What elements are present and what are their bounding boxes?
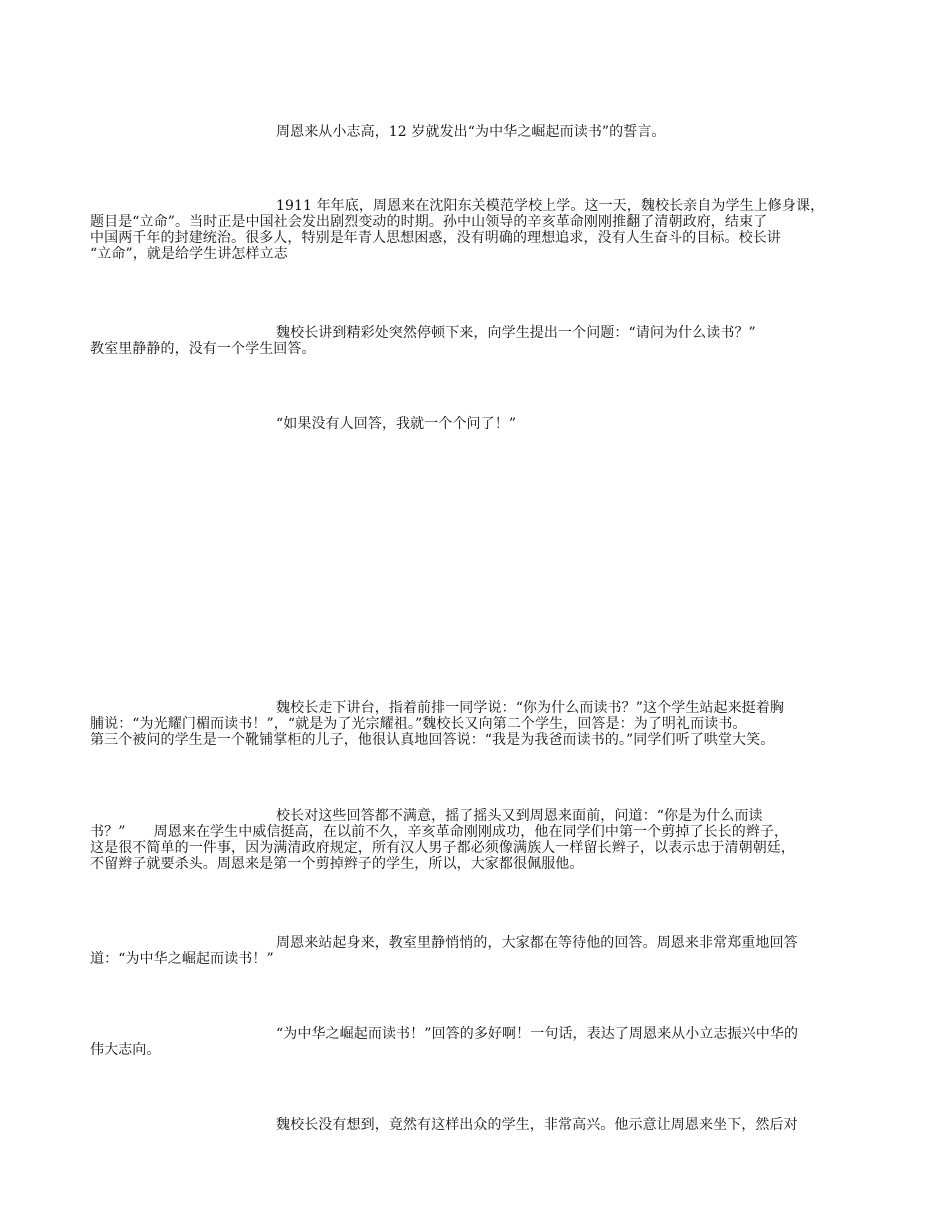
text-line: 脯说：“为光耀门楣而读书！”，“就是为了光宗耀祖。”魏校长又向第二个学生，回答是：为了明礼而读书。 bbox=[90, 716, 747, 732]
text-line: 校长对这些回答都不满意，摇了摇头又到周恩来面前，问道：“你是为什么而读 bbox=[276, 808, 763, 824]
text-line: 魏校长没有想到，竟然有这样出众的学生，非常高兴。他示意让周恩来坐下，然后对 bbox=[276, 1117, 798, 1133]
paragraph-question bbox=[90, 325, 865, 357]
text-line: 周恩来从小志高，12 岁就发出“为中华之崛起而读书”的誓言。 bbox=[276, 124, 666, 140]
text-line: “如果没有人回答，我就一个个问了！” bbox=[276, 416, 517, 432]
paragraph-ask-each bbox=[90, 416, 865, 432]
paragraph-students-answer bbox=[90, 700, 865, 748]
text-line: 教室里静静的，没有一个学生回答。 bbox=[90, 341, 316, 357]
paragraph-principal-pleased bbox=[90, 1117, 865, 1133]
text-line: 题目是“立命”。当时正是中国社会发出剧烈变动的时期。孙中山领导的辛亥革命刚刚推翻了清朝政府，结束了 bbox=[90, 214, 768, 230]
text-line: 书？” 周恩来在学生中威信挺高，在以前不久，辛亥革命刚刚成功，他在同学们中第一个剪掉了长长的辫子， bbox=[90, 824, 789, 840]
paragraph-ambition bbox=[90, 1026, 865, 1058]
text-line: 中国两千年的封建统治。很多人，特别是年青人思想困惑，没有明确的理想追求，没有人生奋斗的目标。校长讲 bbox=[90, 230, 781, 246]
text-line: “为中华之崛起而读书！”回答的多好啊！一句话，表达了周恩来从小立志振兴中华的 bbox=[276, 1026, 799, 1042]
text-line: 这是很不简单的一件事，因为满清政府规定，所有汉人男子都必须像满族人一样留长辫子，以表示忠于清朝朝廷， bbox=[90, 840, 795, 856]
paragraph-school-1911 bbox=[90, 198, 865, 262]
paragraph-zhou-answer bbox=[90, 935, 865, 967]
text-line: 伟大志向。 bbox=[90, 1042, 161, 1058]
text-line: 周恩来站起身来，教室里静悄悄的，大家都在等待他的回答。周恩来非常郑重地回答 bbox=[276, 935, 798, 951]
text-line: 不留辫子就要杀头。周恩来是第一个剪掉辫子的学生，所以，大家都很佩服他。 bbox=[90, 856, 584, 872]
paragraph-vow bbox=[90, 124, 865, 140]
text-line: 1911 年年底，周恩来在沈阳东关模范学校上学。这一天，魏校长亲自为学生上修身课， bbox=[276, 198, 825, 214]
text-line: “立命”，就是给学生讲怎样立志 bbox=[90, 246, 288, 262]
paragraph-zhou-prestige bbox=[90, 808, 865, 872]
text-line: 道：“为中华之崛起而读书！” bbox=[90, 951, 274, 967]
text-line: 第三个被问的学生是一个靴铺掌柜的儿子，他很认真地回答说：“我是为我爸而读书的。”同学们听了哄堂大笑。 bbox=[90, 732, 775, 748]
text-line: 魏校长走下讲台，指着前排一同学说：“你为什么而读书？”这个学生站起来挺着胸 bbox=[276, 700, 785, 716]
text-line: 魏校长讲到精彩处突然停顿下来，向学生提出一个问题：“请问为什么读书？” bbox=[276, 325, 756, 341]
